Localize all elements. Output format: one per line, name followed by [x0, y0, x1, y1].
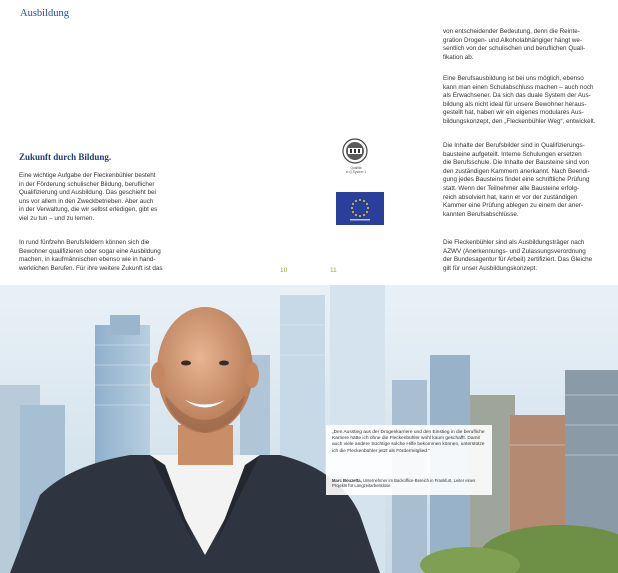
right-paragraph-2: Eine Berufsausbildung ist bei uns möglich, ebenso kann man einen Schulabschluss machen – auch noch als Erwachsener. Da sich das duale System der Aus- bildung als nicht ideal für unsere Bewohner heraus- gestellt hat, haben wir ein eigenes modulares Aus- bildungskonzept, den „Fleckenbühler Weg“, entwickelt. [443, 75, 596, 125]
right-paragraph-1: von entscheidender Bedeutung, denn die Reinte- gration Drogen- und Alkoholabhängiger hängt we- sentlich von der schulischen und beruflichen Quali- fikation ab. [443, 28, 586, 61]
left-paragraph-1: Eine wichtige Aufgabe der Fleckenbühler besteht in der Förderung schulischer Bildung, beruflicher Qualifizierung und Ausbildung. Das geschieht bei uns vor allem in den Zweckbetrieben. Aber auch in der Verwaltung, die wir selbst erledigen, gibt es viel zu tun – und zu lernen. [19, 172, 158, 222]
section-heading: Zukunft durch Bildung. [19, 152, 112, 162]
page-number-left: 10 [280, 267, 288, 274]
right-paragraph-3: Die Inhalte der Berufsbilder sind in Qualifizierungs- bausteine aufgeteilt. Interne Schulungen ersetzen die Berufsschule. Die Inhalte der Bausteine sind von den zuständigen Kammern anerkannt. Nach Beendi- gung jedes Bausteins findet eine schriftliche Prüfung statt. Wenn der Teilnehmer alle Bausteine erfolg- reich absolviert hat, kann er vor der zuständigen Kammer eine Prüfung ablegen zu einem der aner- kannten Berufsabschlüsse. [443, 142, 590, 218]
eu-stars [336, 192, 384, 225]
skyline-portrait-image [0, 285, 618, 573]
portrait-photo [0, 285, 618, 573]
quote-author-role: Unternehmer im Backoffice-Bereich in Frankfurt, Leiter eines Projekts für Langzeitarbeitslose [332, 478, 476, 489]
quote-author [332, 478, 488, 489]
quote-author-name: Marc Bouzetta, [332, 478, 362, 483]
left-paragraph-2: In rund fünfzehn Berufsfeldern können sich die Bewohner qualifizieren oder sogar eine Ausbildung machen, in kaufmännischen ebenso wie in hand- werklichen Berufen. Für ihre weitere Zukunft ist das [19, 239, 163, 272]
page-number-right: 11 [330, 267, 337, 274]
section-title: Ausbildung [20, 8, 70, 19]
right-paragraph-4: Die Fleckenbühler sind als Ausbildungsträger nach AZWV (Anerkennungs- und Zulassungsverordnung der Bundesagentur für Arbeit) zertifiziert. Das Gleiche gilt für unser Ausbildungskonzept. [443, 239, 593, 272]
eu-flag-icon [336, 192, 384, 225]
quote-text: „Den Ausstieg aus der Drogenkarriere und den Einstieg in die berufliche Karriere hätte ich ohne die Fleckenbühler wohl kaum geschafft. Damit auch viele andere Süchtige solche Hilfe bekommen können, unterstütze ich die Fleckenbühler jetzt als Fördermitglied.“ [332, 430, 485, 454]
certification-caption: Qualität in Q-System 1 [345, 166, 367, 174]
